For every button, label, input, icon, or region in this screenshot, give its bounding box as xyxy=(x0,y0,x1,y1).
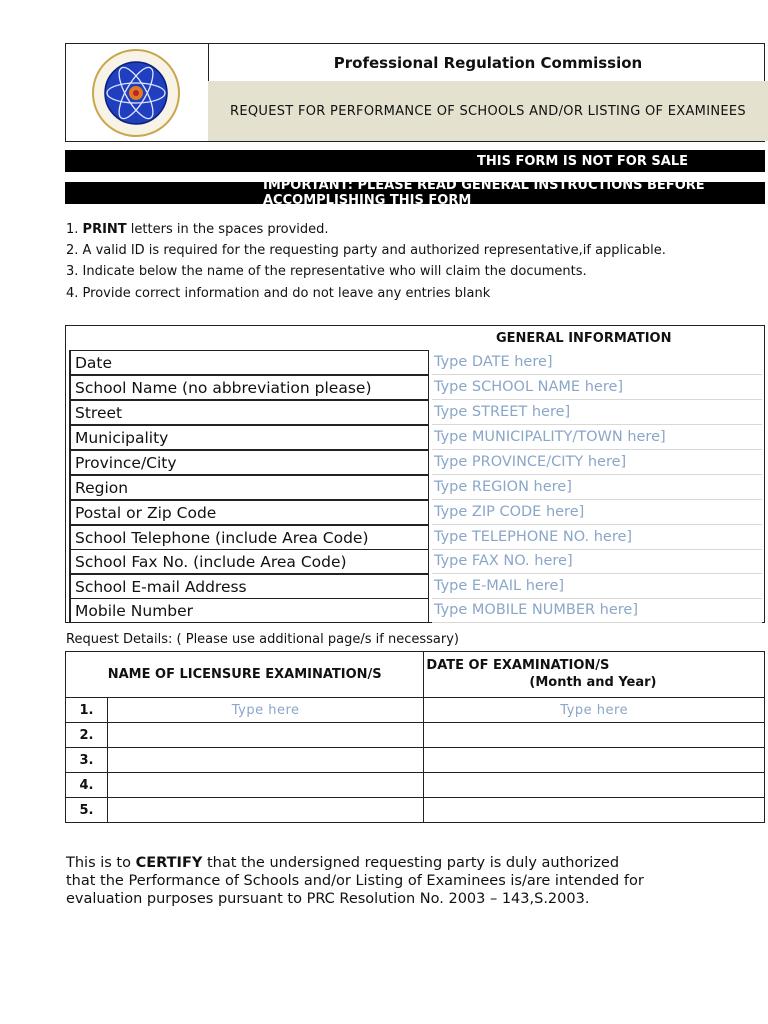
certification-text xyxy=(66,854,644,908)
table-row xyxy=(66,698,765,723)
field-label: Date xyxy=(69,350,429,375)
field-label: Municipality xyxy=(69,425,429,450)
exam-name-input[interactable]: Type here xyxy=(107,698,423,723)
field-label: School Telephone (include Area Code) xyxy=(69,525,429,550)
certification-line-3: evaluation purposes pursuant to PRC Resolution No. 2003 – 143,S.2003. xyxy=(66,891,590,907)
email-input[interactable]: Type E-MAIL here] xyxy=(432,574,762,599)
province-input[interactable]: Type PROVINCE/CITY here] xyxy=(432,450,762,475)
row-number: 3. xyxy=(66,748,108,773)
mobile-input[interactable]: Type MOBILE NUMBER here] xyxy=(432,598,762,623)
instruction-1: 1. PRINT letters in the spaces provided. xyxy=(66,222,329,237)
field-row-date xyxy=(66,350,766,375)
row-number: 1. xyxy=(66,698,108,723)
field-row-fax xyxy=(66,549,766,574)
school-name-input[interactable]: Type SCHOOL NAME here] xyxy=(432,375,762,400)
exam-table-section xyxy=(65,651,765,822)
table-row xyxy=(66,798,765,823)
exam-date-input[interactable] xyxy=(424,773,765,798)
field-row-mobile xyxy=(66,598,766,623)
logo-cell xyxy=(66,44,209,141)
field-row-telephone xyxy=(66,525,766,550)
instruction-4: 4. Provide correct information and do not leave any entries blank xyxy=(66,286,491,301)
field-row-email xyxy=(66,574,766,599)
form-header xyxy=(65,43,765,142)
form-subtitle: REQUEST FOR PERFORMANCE OF SCHOOLS AND/OR LISTING OF EXAMINEES xyxy=(208,81,768,141)
exam-table xyxy=(65,651,765,823)
exam-date-input[interactable] xyxy=(424,748,765,773)
field-label: School E-mail Address xyxy=(69,574,429,599)
zip-input[interactable]: Type ZIP CODE here] xyxy=(432,500,762,525)
field-row-school-name xyxy=(66,375,766,400)
not-for-sale-banner: THIS FORM IS NOT FOR SALE xyxy=(65,150,765,172)
telephone-input[interactable]: Type TELEPHONE NO. here] xyxy=(432,525,762,550)
exam-date-input[interactable] xyxy=(424,798,765,823)
exam-name-input[interactable] xyxy=(107,773,423,798)
instruction-2: 2. A valid ID is required for the requesting party and authorized representative,if applicable. xyxy=(66,243,666,258)
exam-date-input[interactable]: Type here xyxy=(424,698,765,723)
exam-name-input[interactable] xyxy=(107,748,423,773)
field-label: School Name (no abbreviation please) xyxy=(69,375,429,400)
field-row-zip xyxy=(66,500,766,525)
field-label: Postal or Zip Code xyxy=(69,500,429,525)
region-input[interactable]: Type REGION here] xyxy=(432,475,762,500)
request-details-note: Request Details: ( Please use additional page/s if necessary) xyxy=(66,632,459,647)
general-information-heading: GENERAL INFORMATION xyxy=(496,330,672,346)
field-label: Region xyxy=(69,475,429,500)
date-input[interactable]: Type DATE here] xyxy=(432,350,762,375)
col-header-exam-name: NAME OF LICENSURE EXAMINATION/S xyxy=(66,652,424,698)
general-information-section xyxy=(65,325,765,623)
col-header-exam-date xyxy=(424,652,765,698)
street-input[interactable]: Type STREET here] xyxy=(432,400,762,425)
field-label: Street xyxy=(69,400,429,425)
fax-input[interactable]: Type FAX NO. here] xyxy=(432,549,762,574)
prc-seal-icon xyxy=(86,48,186,138)
table-row xyxy=(66,773,765,798)
table-row xyxy=(66,748,765,773)
form-title: Professional Regulation Commission xyxy=(208,44,768,82)
municipality-input[interactable]: Type MUNICIPALITY/TOWN here] xyxy=(432,425,762,450)
field-label: School Fax No. (include Area Code) xyxy=(69,549,429,574)
important-banner: IMPORTANT: PLEASE READ GENERAL INSTRUCTIONS BEFORE ACCOMPLISHING THIS FORM xyxy=(65,182,765,204)
field-label: Mobile Number xyxy=(69,598,429,623)
col-header-date-label: DATE OF EXAMINATION/S xyxy=(426,658,610,673)
row-number: 5. xyxy=(66,798,108,823)
exam-name-input[interactable] xyxy=(107,798,423,823)
instruction-3: 3. Indicate below the name of the representative who will claim the documents. xyxy=(66,264,587,279)
field-row-province xyxy=(66,450,766,475)
exam-name-input[interactable] xyxy=(107,723,423,748)
field-row-region xyxy=(66,475,766,500)
field-row-street xyxy=(66,400,766,425)
certification-line-1: This is to CERTIFY that the undersigned requesting party is duly authorized xyxy=(66,855,620,871)
field-row-municipality xyxy=(66,425,766,450)
field-label: Province/City xyxy=(69,450,429,475)
table-row xyxy=(66,723,765,748)
row-number: 2. xyxy=(66,723,108,748)
exam-date-input[interactable] xyxy=(424,723,765,748)
table-header-row xyxy=(66,652,765,698)
row-number: 4. xyxy=(66,773,108,798)
certification-line-2: that the Performance of Schools and/or Listing of Examinees is/are intended for xyxy=(66,873,644,889)
col-header-date-sub: (Month and Year) xyxy=(529,675,657,690)
